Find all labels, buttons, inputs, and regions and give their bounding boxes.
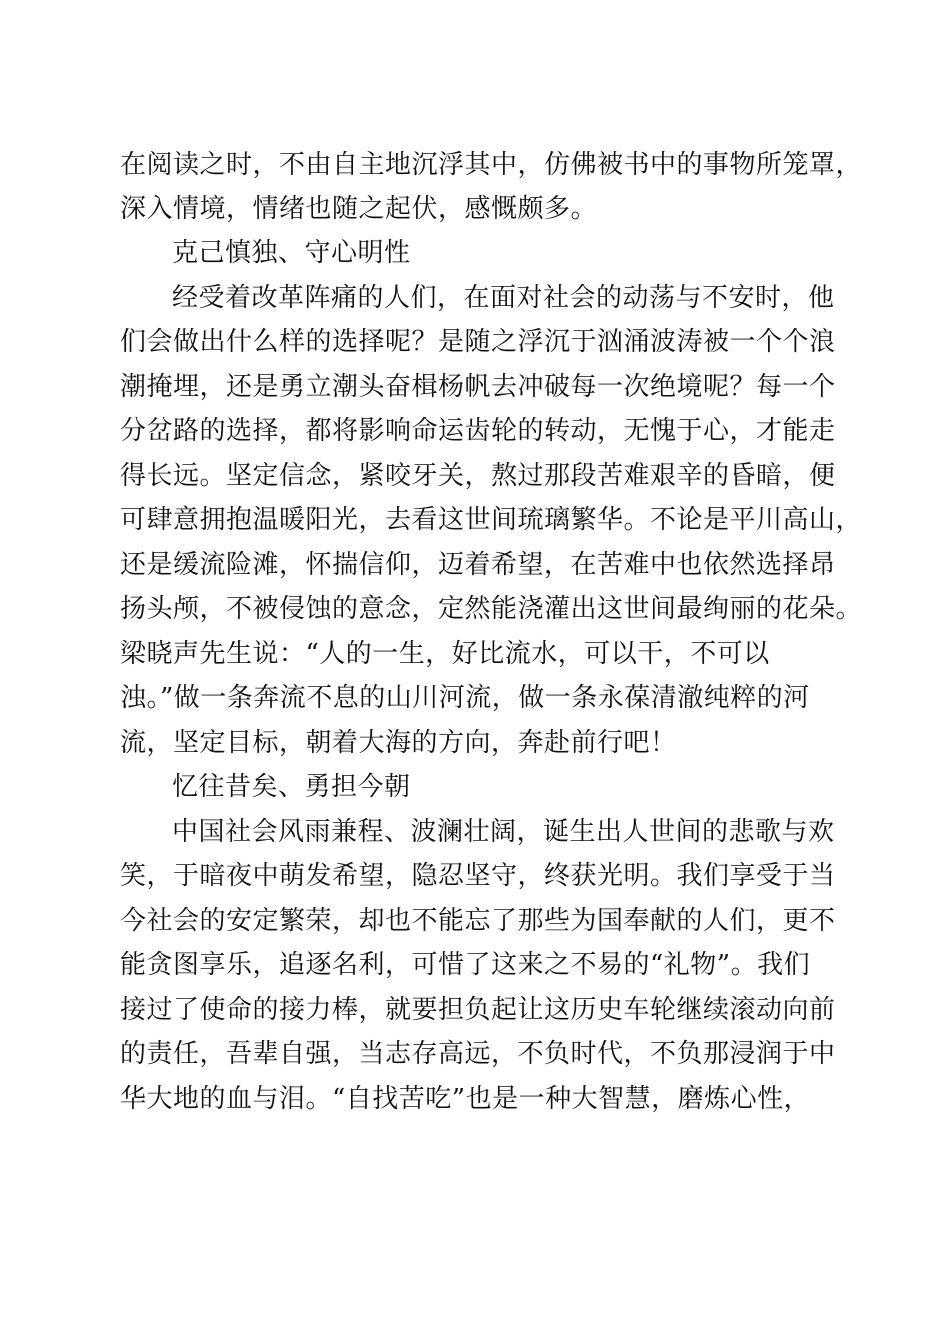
paragraph-line: 潮掩埋，还是勇立潮头奋楫杨帆去冲破每一次绝境呢？每一个 <box>120 372 836 402</box>
paragraph-line: 可肆意拥抱温暖阳光，去看这世间琉璃繁华。不论是平川高山， <box>120 505 863 535</box>
paragraph-line: 华大地的血与泪。“自找苦吃”也是一种大智慧，磨炼心性， <box>120 1084 811 1114</box>
paragraph-line: 得长远。坚定信念，紧咬牙关，熬过那段苦难艰辛的昏暗，便 <box>120 461 836 491</box>
paragraph-line: 接过了使命的接力棒，就要担负起让这历史车轮继续滚动向前 <box>120 995 836 1025</box>
paragraph-line: 还是缓流险滩，怀揣信仰，迈着希望，在苦难中也依然选择昂 <box>120 550 836 580</box>
paragraph-line: 梁晓声先生说：“人的一生，好比流水，可以干，不可以 <box>120 639 770 669</box>
paragraph-line: 浊。”做一条奔流不息的山川河流，做一条永葆清澈纯粹的河 <box>120 683 810 713</box>
paragraph-line: 扬头颅，不被侵蚀的意念，定然能浇灌出这世间最绚丽的花朵。 <box>120 594 863 624</box>
paragraph-line: 深入情境，情绪也随之起伏，感慨颇多。 <box>120 194 598 224</box>
paragraph-line: 流，坚定目标，朝着大海的方向，奔赴前行吧！ <box>120 728 677 758</box>
paragraph-line: 中国社会风雨兼程、波澜壮阔，诞生出人世间的悲歌与欢 <box>172 817 835 847</box>
paragraph-line: 的责任，吾辈自强，当志存高远，不负时代，不负那浸润于中 <box>120 1039 836 1069</box>
section-heading: 忆往昔矣、勇担今朝 <box>172 772 411 802</box>
paragraph-line: 今社会的安定繁荣，却也不能忘了那些为国奉献的人们，更不 <box>120 906 836 936</box>
paragraph-line: 在阅读之时，不由自主地沉浮其中，仿佛被书中的事物所笼罩， <box>120 150 863 180</box>
paragraph-line: 们会做出什么样的选择呢？是随之浮沉于汹涌波涛被一个个浪 <box>120 327 836 357</box>
paragraph-line: 经受着改革阵痛的人们，在面对社会的动荡与不安时，他 <box>172 283 835 313</box>
paragraph-line: 能贪图享乐，追逐名利，可惜了这来之不易的“礼物”。我们 <box>120 950 811 980</box>
paragraph-line: 笑，于暗夜中萌发希望，隐忍坚守，终获光明。我们享受于当 <box>120 861 836 891</box>
section-heading: 克己慎独、守心明性 <box>172 238 411 268</box>
paragraph-line: 分岔路的选择，都将影响命运齿轮的转动，无愧于心，才能走 <box>120 416 836 446</box>
